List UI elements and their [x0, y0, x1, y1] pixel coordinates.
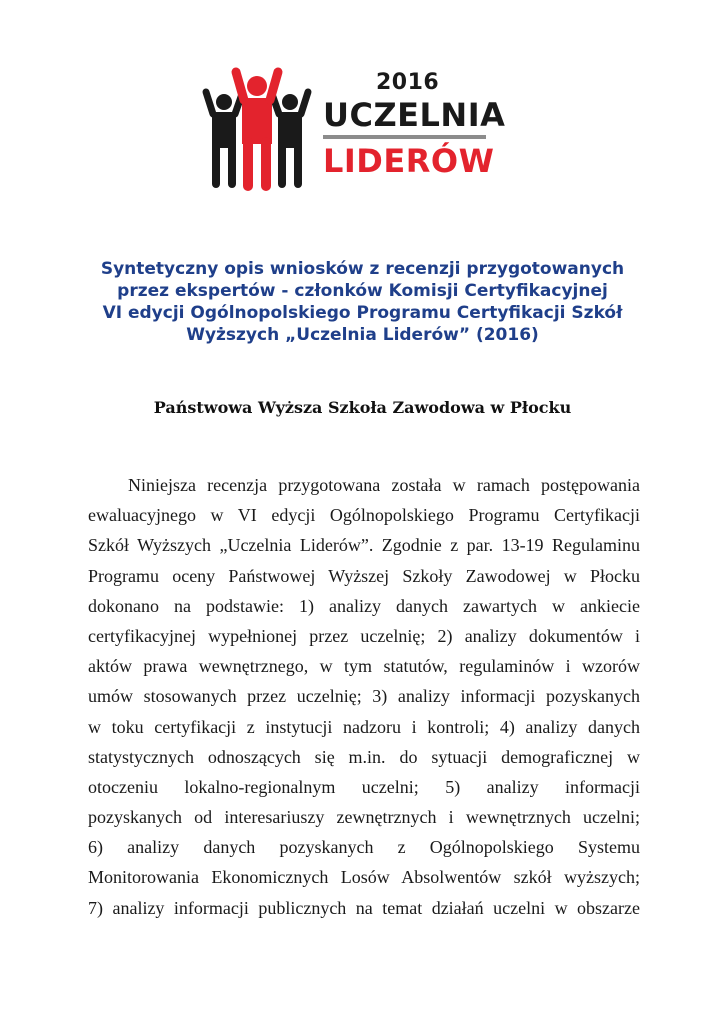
center-figure-icon	[236, 72, 278, 186]
body-paragraph	[88, 470, 640, 923]
body-line: pozyskanych od interesariuszy zewnętrznych i wewnętrznych uczelni;	[88, 807, 640, 828]
document-title	[80, 258, 645, 346]
body-line: 6) analizy danych pozyskanych z Ogólnopolskiego Systemu	[88, 837, 640, 858]
title-line: przez ekspertów - członków Komisji Certyfikacyjnej	[117, 281, 608, 301]
body-line: Monitorowania Ekonomicznych Losów Absolwentów szkół wyższych;	[88, 867, 640, 888]
body-line: 7) analizy informacji publicznych na temat działań uczelni w obszarze	[88, 897, 640, 918]
title-line: Syntetyczny opis wniosków z recenzji przygotowanych	[100, 259, 625, 279]
body-line: w toku certyfikacji z instytucji nadzoru i kontroli; 4) analizy danych	[88, 716, 640, 737]
right-figure-icon	[272, 92, 308, 184]
title-line: VI edycji Ogólnopolskiego Programu Certyfikacji Szkół	[102, 303, 623, 323]
body-line: Szkół Wyższych „Uczelnia Liderów”. Zgodnie z par. 13-19 Regulaminu	[88, 535, 640, 556]
body-line: statystycznych odnoszących się m.in. do sytuacji demograficznej w	[88, 746, 640, 767]
logo-divider	[323, 135, 486, 139]
body-line: certyfikacyjnej wypełnionej przez uczelnię; 2) analizy dokumentów i	[88, 625, 640, 646]
body-line: dokonano na podstawie: 1) analizy danych zawartych w ankiecie	[88, 595, 640, 616]
body-line: umów stosowanych przez uczelnię; 3) analizy informacji pozyskanych	[88, 686, 640, 707]
people-figures-icon	[0, 0, 330, 200]
logo-text-liderow: LIDERÓW	[323, 142, 495, 180]
logo-year: 2016	[376, 70, 440, 95]
institution-name: Państwowa Wyższa Szkoła Zawodowa w Płocku	[153, 398, 572, 417]
body-line: aktów prawa wewnętrznego, w tym statutów, regulaminów i wzorów	[88, 656, 640, 677]
body-line: otoczeniu lokalno-regionalnym uczelni; 5) analizy informacji	[88, 776, 640, 797]
body-line: Niniejsza recenzja przygotowana została w ramach postępowania	[128, 475, 640, 495]
body-line: Programu oceny Państwowej Wyższej Szkoły Zawodowej w Płocku	[88, 565, 640, 586]
logo-text-uczelnia: UCZELNIA	[323, 96, 506, 134]
left-figure-icon	[206, 92, 242, 184]
body-line: ewaluacyjnego w VI edycji Ogólnopolskiego Programu Certyfikacji	[88, 505, 640, 526]
title-line: Wyższych „Uczelnia Liderów” (2016)	[186, 325, 539, 345]
